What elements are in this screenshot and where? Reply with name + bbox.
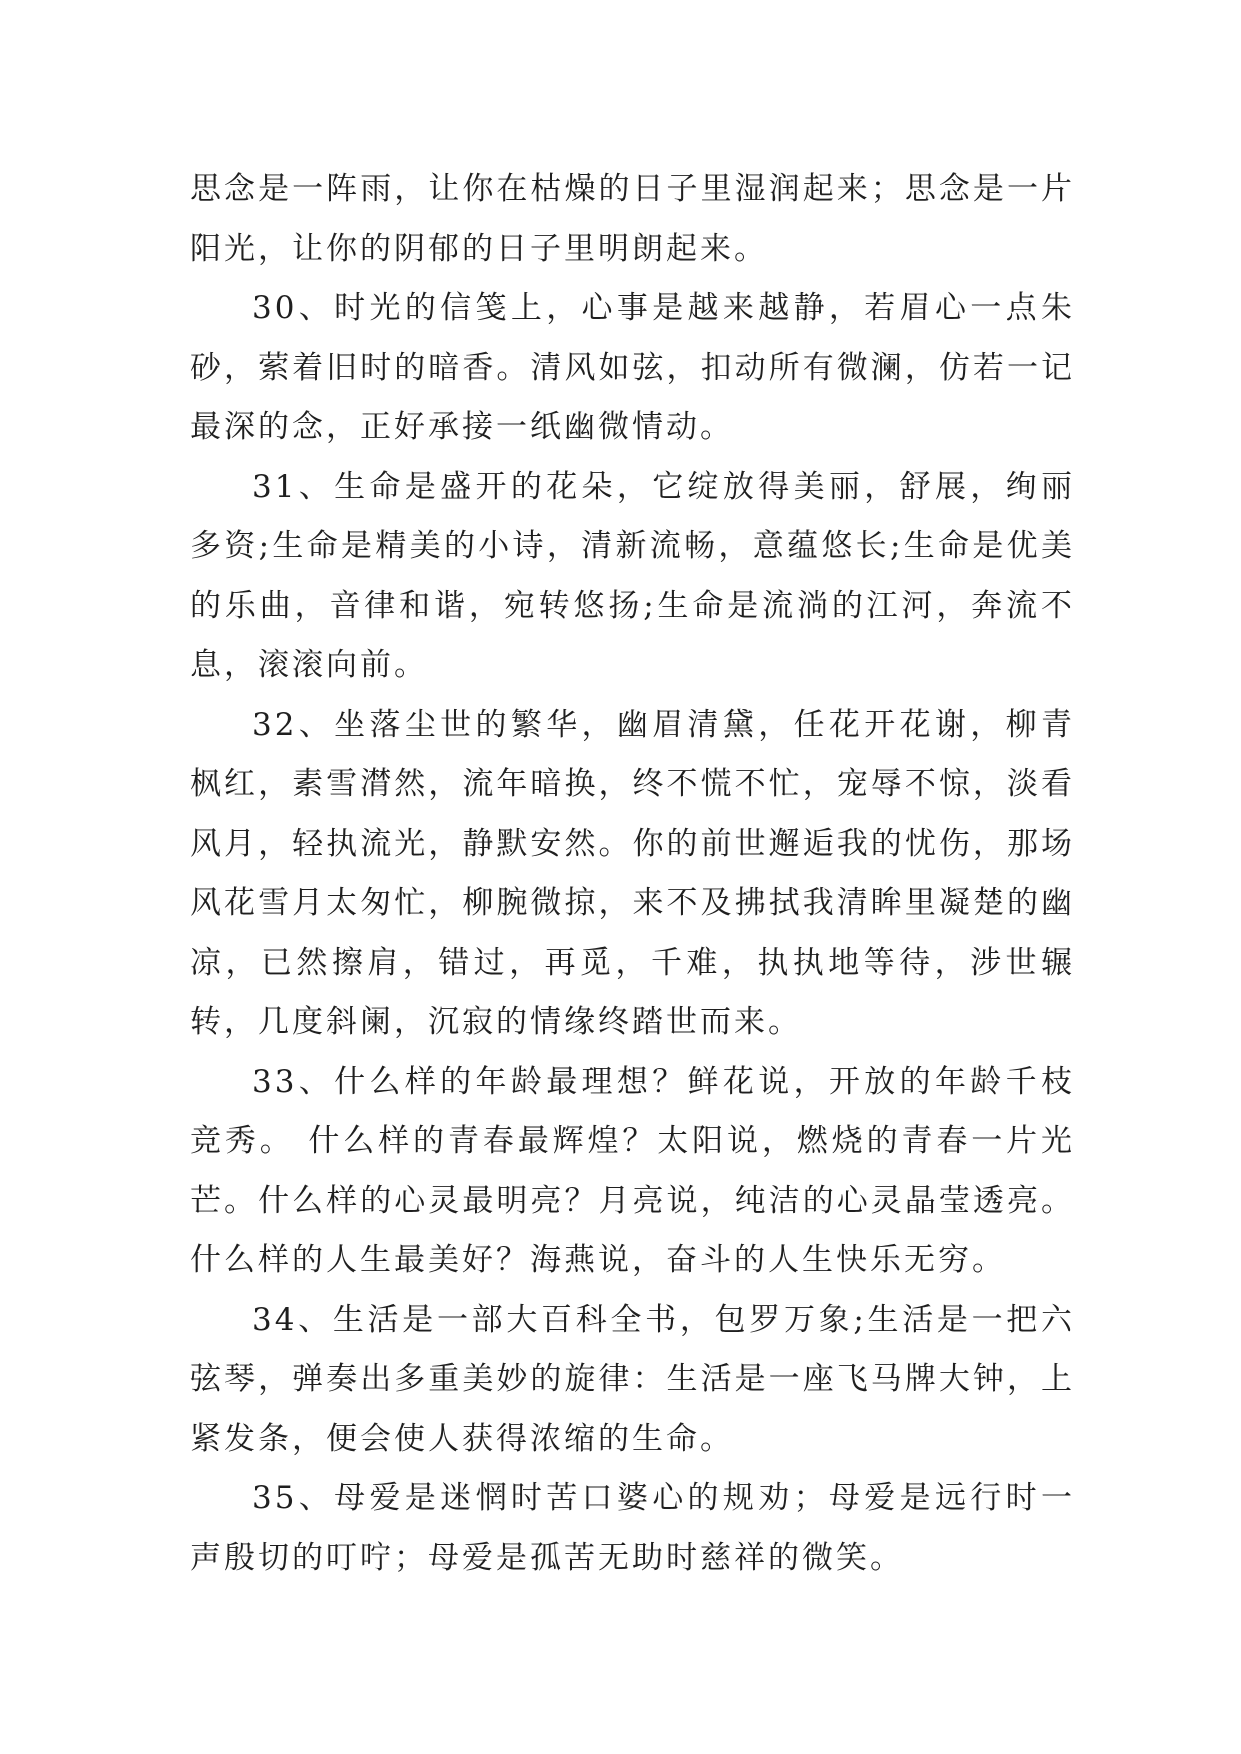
paragraph-34: 34、生活是一部大百科全书，包罗万象;生活是一把六弦琴，弹奏出多重美妙的旋律：生活是一座飞马牌大钟，上紧发条，便会使人获得浓缩的生命。	[190, 1301, 1075, 1457]
paragraph-32: 32、坐落尘世的繁华，幽眉清黛，任花开花谢，柳青枫红，素雪潸然，流年暗换，终不慌不忙，宠辱不惊，淡看风月，轻执流光，静默安然。你的前世邂逅我的忧伤，那场风花雪月太匆忙，柳腕微掠，来不及拂拭我清眸里凝楚的幽凉，已然擦肩，错过，再觅，千难，执执地等待，涉世辗转，几度斜阑，沉寂的情缘终踏世而来。	[190, 706, 1075, 1040]
paragraph-35: 35、母爱是迷惘时苦口婆心的规劝；母爱是远行时一声殷切的叮咛；母爱是孤苦无助时慈祥的微笑。	[190, 1480, 1075, 1576]
paragraph-continued: 思念是一阵雨，让你在枯燥的日子里湿润起来；思念是一片阳光，让你的阴郁的日子里明朗起来。	[190, 171, 1075, 267]
paragraph-31: 31、生命是盛开的花朵，它绽放得美丽，舒展，绚丽多资;生命是精美的小诗，清新流畅，意蕴悠长;生命是优美的乐曲，音律和谐，宛转悠扬;生命是流淌的江河，奔流不息，滚滚向前。	[190, 468, 1075, 683]
paragraph-30: 30、时光的信笺上，心事是越来越静，若眉心一点朱砂，萦着旧时的暗香。清风如弦，扣动所有微澜，仿若一记最深的念，正好承接一纸幽微情动。	[190, 290, 1075, 445]
paragraph-33: 33、什么样的年龄最理想？鲜花说，开放的年龄千枝竞秀。 什么样的青春最辉煌？太阳说，燃烧的青春一片光芒。什么样的心灵最明亮？月亮说，纯洁的心灵晶莹透亮。 什么样的人生最美好？海燕说，奋斗的人生快乐无穷。	[190, 1063, 1075, 1278]
document-body	[190, 160, 1075, 1588]
